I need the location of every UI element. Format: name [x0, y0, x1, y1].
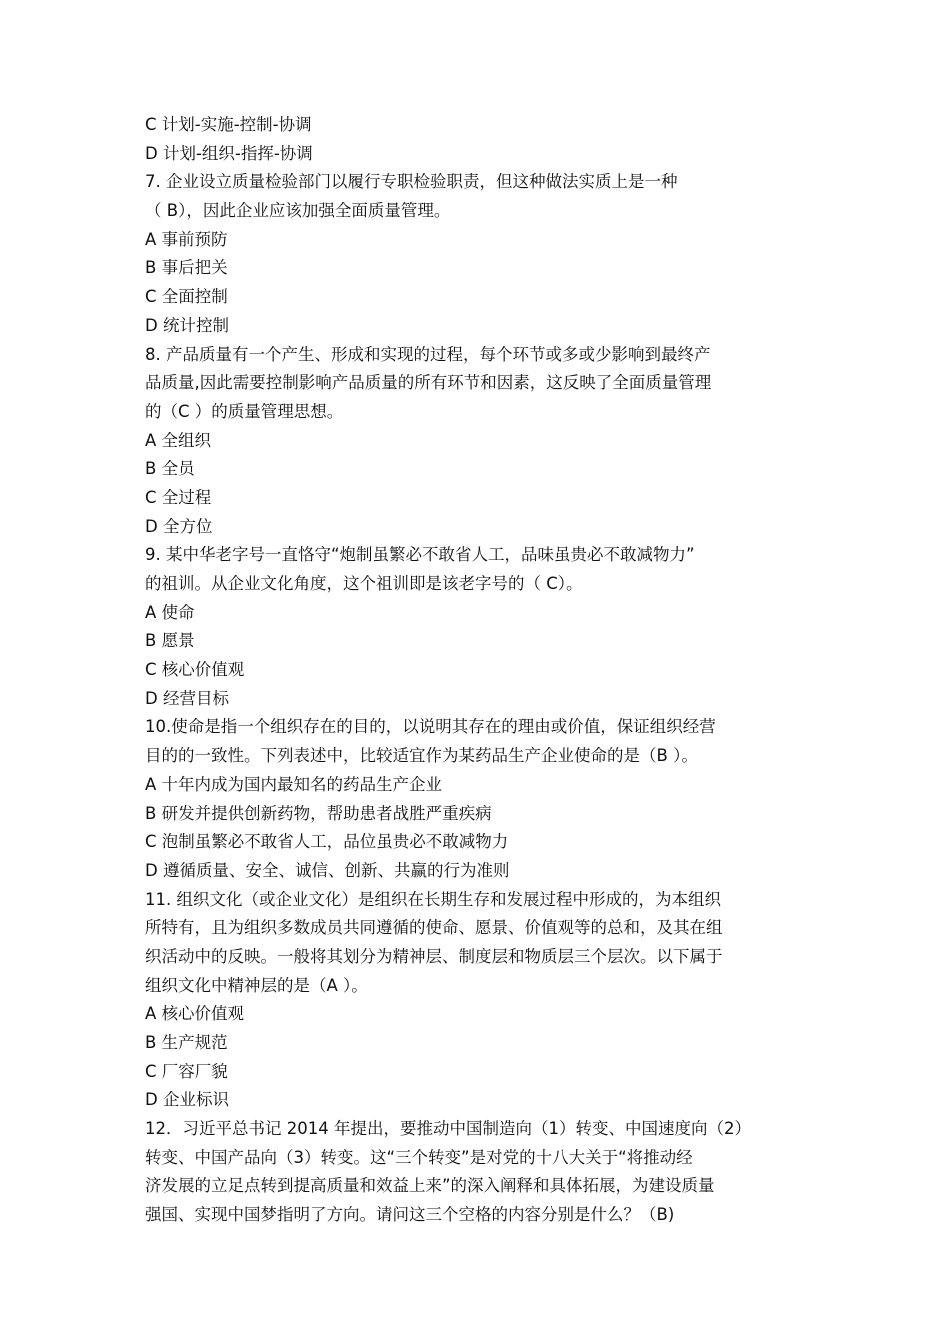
question-12-stem: 济发展的立足点转到提高质量和效益上来”的深入阐释和具体拓展，为建设质量 — [145, 1176, 715, 1196]
question-7-stem: （ B），因此企业应该加强全面质量管理。 — [145, 201, 451, 221]
option-line: C 泡制虽繁必不敢省人工，品位虽贵必不敢减物力 — [145, 832, 509, 852]
option-line: C 全面控制 — [145, 287, 228, 307]
question-8-stem: 的（C ）的质量管理思想。 — [145, 401, 344, 421]
option-line: D 经营目标 — [145, 688, 229, 708]
question-9-stem: 9. 某中华老字号一直恪守“炮制虽繁必不敢省人工，品味虽贵必不敢减物力” — [145, 545, 695, 565]
question-7-stem: 7. 企业设立质量检验部门以履行专职检验职责，但这种做法实质上是一种 — [145, 172, 678, 192]
question-11-stem: 所特有，且为组织多数成员共同遵循的使命、愿景、价值观等的总和，及其在组 — [145, 918, 723, 938]
option-line: A 使命 — [145, 602, 195, 622]
option-line: D 统计控制 — [145, 315, 229, 335]
document-page — [145, 111, 795, 1230]
option-line: A 十年内成为国内最知名的药品生产企业 — [145, 774, 443, 794]
question-9-stem: 的祖训。从企业文化角度，这个祖训即是该老字号的（ C）。 — [145, 574, 583, 593]
option-line: D 全方位 — [145, 516, 213, 536]
option-line: A 核心价值观 — [145, 1004, 245, 1024]
question-11-stem: 11. 组织文化（或企业文化）是组织在长期生存和发展过程中形成的，为本组织 — [145, 889, 721, 909]
text-line: D 计划-组织-指挥-协调 — [145, 143, 313, 163]
question-10-stem: 10.使命是指一个组织存在的目的，以说明其存在的理由或价值，保证组织经营 — [145, 717, 716, 737]
question-8-stem: 品质量,因此需要控制影响产品质量的所有环节和因素，这反映了全面质量管理 — [145, 373, 712, 393]
question-12-stem: 转变、中国产品向（3）转变。这“三个转变”是对党的十八大关于“将推动经 — [145, 1147, 693, 1167]
question-12-stem: 强国、实现中国梦指明了方向。请问这三个空格的内容分别是什么？（B) — [145, 1205, 675, 1225]
option-line: A 全组织 — [145, 430, 212, 450]
option-line: D 遵循质量、安全、诚信、创新、共赢的行为准则 — [145, 860, 510, 880]
question-10-stem: 目的的一致性。下列表述中，比较适宜作为某药品生产企业使命的是（B ）。 — [145, 746, 698, 766]
option-line: C 核心价值观 — [145, 660, 245, 680]
option-line: C 厂容厂貌 — [145, 1061, 228, 1081]
option-line: B 事后把关 — [145, 258, 228, 278]
question-11-stem: 织活动中的反映。一般将其划分为精神层、制度层和物质层三个层次。以下属于 — [145, 946, 723, 966]
option-line: A 事前预防 — [145, 229, 228, 249]
option-line: B 全员 — [145, 459, 195, 479]
option-line: D 企业标识 — [145, 1090, 229, 1110]
option-line: B 愿景 — [145, 631, 195, 651]
question-12-stem: 12．习近平总书记 2014 年提出，要推动中国制造向（1）转变、中国速度向（2） — [145, 1119, 751, 1139]
question-8-stem: 8. 产品质量有一个产生、形成和实现的过程，每个环节或多或少影响到最终产 — [145, 344, 711, 364]
option-line: B 生产规范 — [145, 1033, 228, 1052]
option-line: C 全过程 — [145, 487, 212, 507]
option-line: B 研发并提供创新药物，帮助患者战胜严重疾病 — [145, 803, 492, 823]
text-line: C 计划-实施-控制-协调 — [145, 115, 312, 134]
question-11-stem: 组织文化中精神层的是（A ）。 — [145, 975, 368, 995]
